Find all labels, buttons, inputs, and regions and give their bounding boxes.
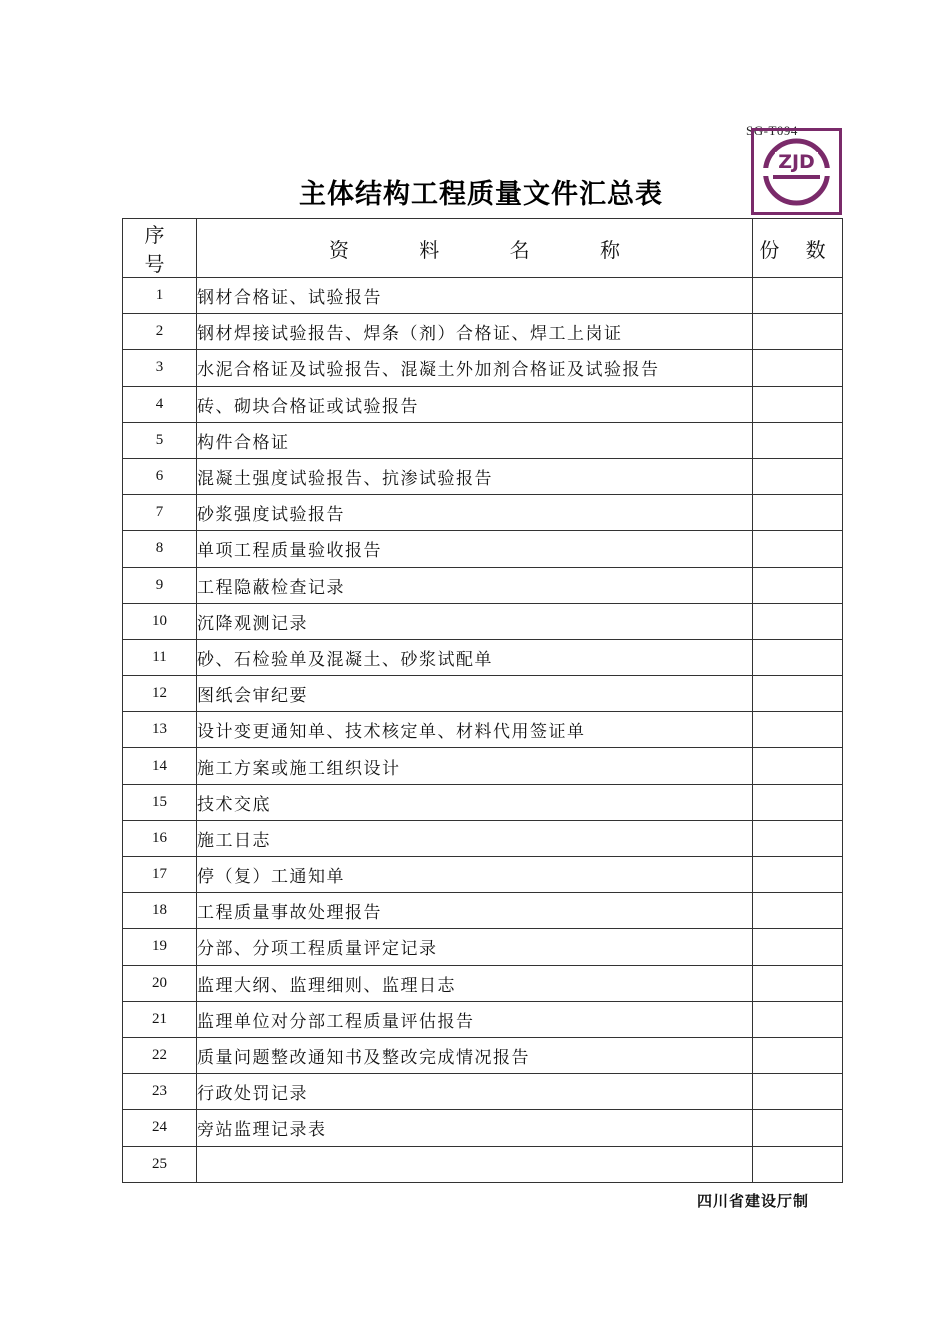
row-document-name: 行政处罚记录 — [197, 1074, 753, 1110]
row-index: 6 — [123, 458, 197, 494]
row-count-cell[interactable] — [753, 1074, 843, 1110]
header-index: 序 号 — [123, 219, 197, 278]
row-document-name: 监理大纲、监理细则、监理日志 — [197, 965, 753, 1001]
page-title: 主体结构工程质量文件汇总表 — [299, 179, 663, 210]
table-row — [123, 386, 843, 422]
row-count-cell[interactable] — [753, 1110, 843, 1146]
row-count-cell[interactable] — [753, 929, 843, 965]
table-row — [123, 314, 843, 350]
row-count-cell[interactable] — [753, 567, 843, 603]
row-index: 22 — [123, 1037, 197, 1073]
row-count-cell[interactable] — [753, 314, 843, 350]
table-row — [123, 458, 843, 494]
row-document-name: 施工日志 — [197, 820, 753, 856]
table-row — [123, 567, 843, 603]
table-row — [123, 784, 843, 820]
row-index: 23 — [123, 1074, 197, 1110]
row-document-name: 钢材焊接试验报告、焊条（剂）合格证、焊工上岗证 — [197, 314, 753, 350]
row-index: 5 — [123, 422, 197, 458]
row-index: 11 — [123, 639, 197, 675]
row-index: 15 — [123, 784, 197, 820]
table-row — [123, 857, 843, 893]
row-document-name: 工程隐蔽检查记录 — [197, 567, 753, 603]
table-row — [123, 603, 843, 639]
row-count-cell[interactable] — [753, 784, 843, 820]
row-document-name: 图纸会审纪要 — [197, 676, 753, 712]
row-count-cell[interactable] — [753, 965, 843, 1001]
table-row — [123, 495, 843, 531]
row-index: 14 — [123, 748, 197, 784]
row-index: 1 — [123, 278, 197, 314]
row-index: 8 — [123, 531, 197, 567]
row-count-cell[interactable] — [753, 857, 843, 893]
issuer-footer: 四川省建设厅制 — [697, 1192, 810, 1210]
summary-table — [122, 218, 843, 1183]
row-index: 18 — [123, 893, 197, 929]
row-count-cell[interactable] — [753, 748, 843, 784]
row-count-cell[interactable] — [753, 386, 843, 422]
row-document-name: 停（复）工通知单 — [197, 857, 753, 893]
row-index: 4 — [123, 386, 197, 422]
table-row — [123, 531, 843, 567]
form-code: SG-T094 — [746, 123, 798, 138]
row-count-cell[interactable] — [753, 278, 843, 314]
row-document-name: 监理单位对分部工程质量评估报告 — [197, 1001, 753, 1037]
table-row — [123, 350, 843, 386]
row-count-cell[interactable] — [753, 712, 843, 748]
row-index: 16 — [123, 820, 197, 856]
row-document-name: 砂浆强度试验报告 — [197, 495, 753, 531]
row-document-name: 质量问题整改通知书及整改完成情况报告 — [197, 1037, 753, 1073]
row-document-name: 砖、砌块合格证或试验报告 — [197, 386, 753, 422]
row-index: 13 — [123, 712, 197, 748]
row-count-cell[interactable] — [753, 422, 843, 458]
row-document-name: 混凝土强度试验报告、抗渗试验报告 — [197, 458, 753, 494]
table-row — [123, 965, 843, 1001]
row-document-name: 设计变更通知单、技术核定单、材料代用签证单 — [197, 712, 753, 748]
table-row — [123, 278, 843, 314]
row-document-name: 水泥合格证及试验报告、混凝土外加剂合格证及试验报告 — [197, 350, 753, 386]
row-index: 9 — [123, 567, 197, 603]
table-row — [123, 712, 843, 748]
row-count-cell[interactable] — [753, 1146, 843, 1182]
row-index: 20 — [123, 965, 197, 1001]
row-index: 3 — [123, 350, 197, 386]
row-count-cell[interactable] — [753, 603, 843, 639]
row-index: 12 — [123, 676, 197, 712]
row-count-cell[interactable] — [753, 676, 843, 712]
table-row — [123, 748, 843, 784]
table-row — [123, 1037, 843, 1073]
row-document-name: 工程质量事故处理报告 — [197, 893, 753, 929]
table-row — [123, 422, 843, 458]
row-count-cell[interactable] — [753, 820, 843, 856]
row-document-name — [197, 1146, 753, 1182]
header-name: 资 料 名 称 — [197, 219, 753, 278]
row-count-cell[interactable] — [753, 1037, 843, 1073]
row-count-cell[interactable] — [753, 893, 843, 929]
row-document-name: 沉降观测记录 — [197, 603, 753, 639]
row-index: 10 — [123, 603, 197, 639]
table-row — [123, 820, 843, 856]
row-index: 24 — [123, 1110, 197, 1146]
row-index: 17 — [123, 857, 197, 893]
table-row — [123, 639, 843, 675]
row-document-name: 技术交底 — [197, 784, 753, 820]
row-document-name: 构件合格证 — [197, 422, 753, 458]
table-row — [123, 893, 843, 929]
table-row — [123, 1074, 843, 1110]
row-document-name: 旁站监理记录表 — [197, 1110, 753, 1146]
row-count-cell[interactable] — [753, 1001, 843, 1037]
table-row — [123, 676, 843, 712]
row-count-cell[interactable] — [753, 458, 843, 494]
row-index: 21 — [123, 1001, 197, 1037]
table-header-row — [123, 219, 843, 278]
row-count-cell[interactable] — [753, 495, 843, 531]
row-index: 2 — [123, 314, 197, 350]
row-document-name: 分部、分项工程质量评定记录 — [197, 929, 753, 965]
row-count-cell[interactable] — [753, 531, 843, 567]
row-document-name: 施工方案或施工组织设计 — [197, 748, 753, 784]
logo-text: ZJD — [778, 151, 815, 173]
row-count-cell[interactable] — [753, 639, 843, 675]
table-row — [123, 1001, 843, 1037]
row-index: 7 — [123, 495, 197, 531]
table-row — [123, 1146, 843, 1182]
row-count-cell[interactable] — [753, 350, 843, 386]
header-count: 份 数 — [753, 219, 843, 278]
row-index: 25 — [123, 1146, 197, 1182]
table-row — [123, 929, 843, 965]
row-document-name: 单项工程质量验收报告 — [197, 531, 753, 567]
row-index: 19 — [123, 929, 197, 965]
row-document-name: 钢材合格证、试验报告 — [197, 278, 753, 314]
row-document-name: 砂、石检验单及混凝土、砂浆试配单 — [197, 639, 753, 675]
table-row — [123, 1110, 843, 1146]
